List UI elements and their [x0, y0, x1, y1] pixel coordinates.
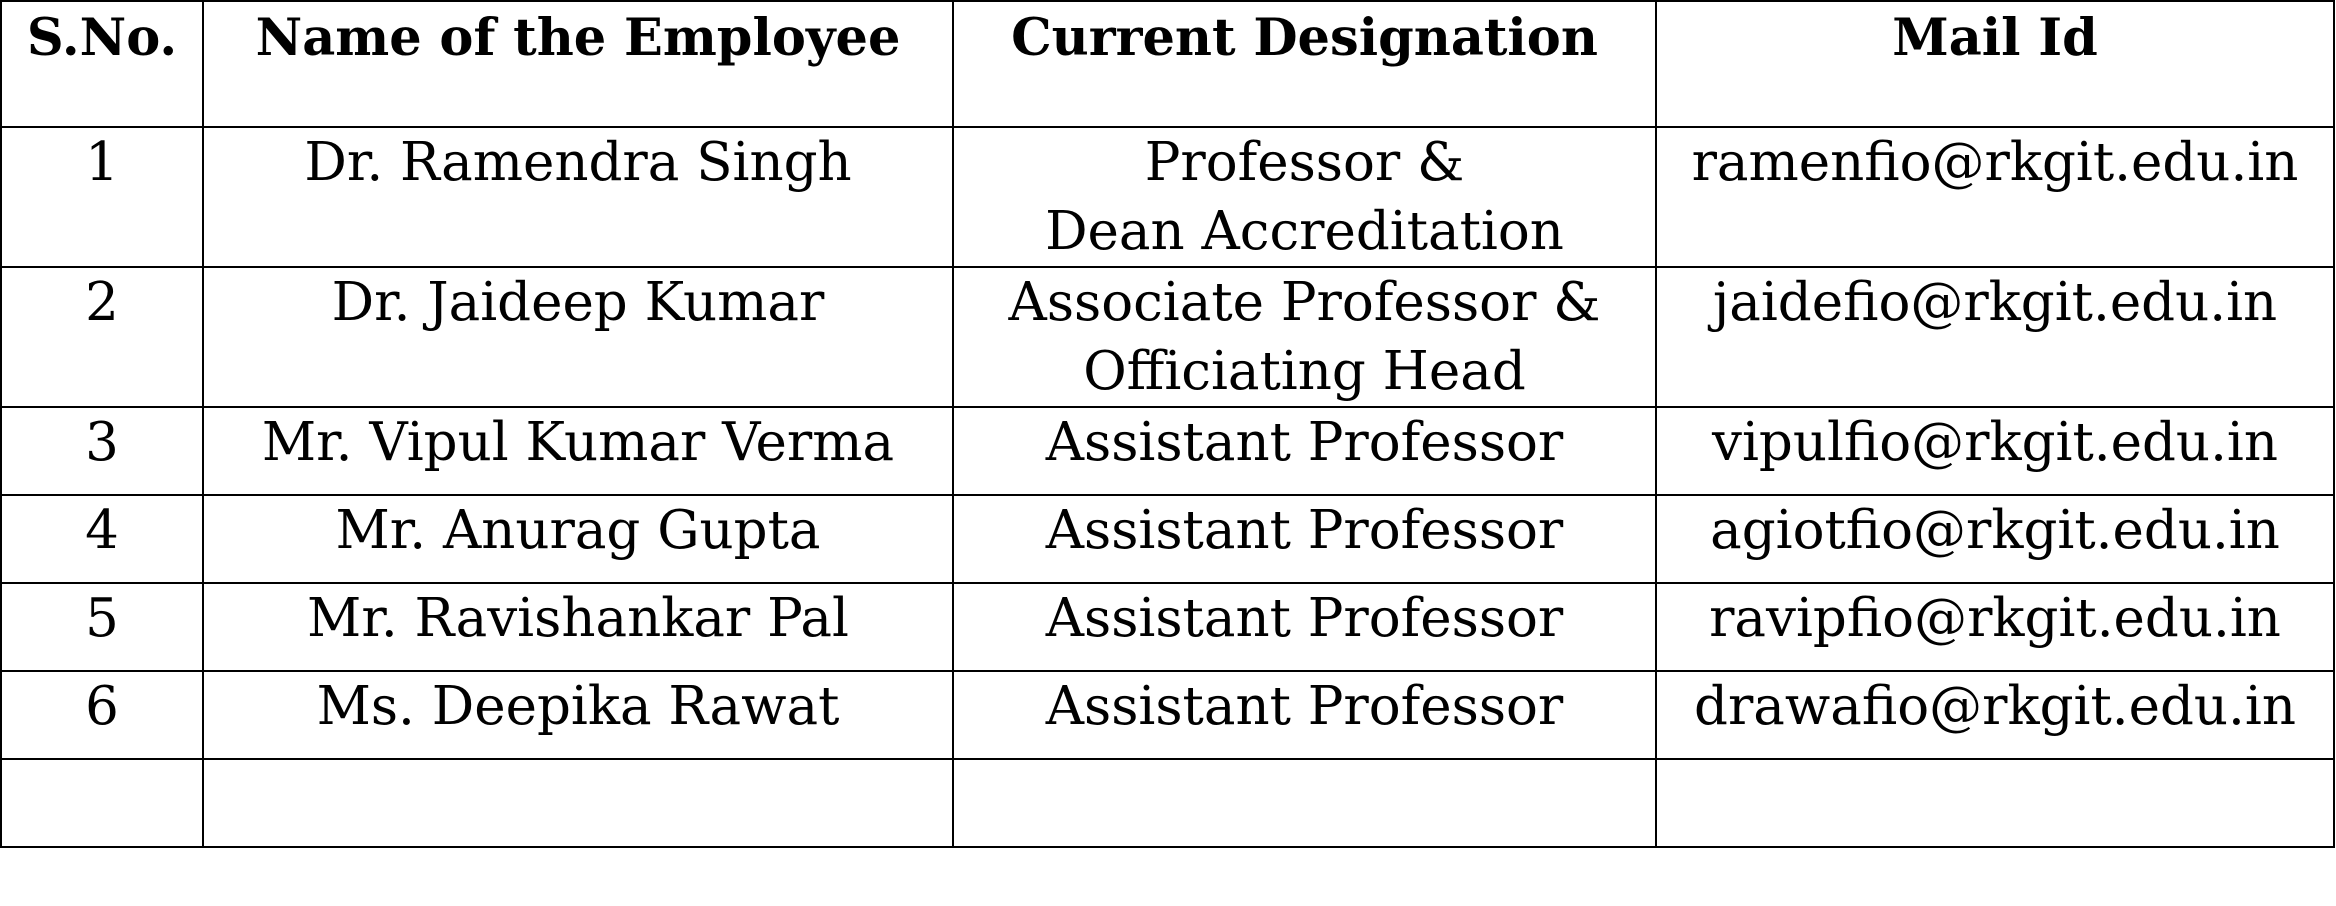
header-current-designation: Current Designation [953, 1, 1656, 127]
cell-mail-id: ravipfio@rkgit.edu.in [1656, 583, 2334, 671]
designation-line-1: Professor & [1144, 132, 1465, 193]
cell-mail-id: ramenfio@rkgit.edu.in [1656, 127, 2334, 267]
designation-line-2: Dean Accreditation [1045, 201, 1564, 262]
cell-employee-name: Dr. Jaideep Kumar [203, 267, 953, 407]
empty-cell [1, 759, 203, 847]
header-employee-name: Name of the Employee [203, 1, 953, 127]
cell-sno: 5 [1, 583, 203, 671]
cell-employee-name: Mr. Ravishankar Pal [203, 583, 953, 671]
cell-mail-id: drawafio@rkgit.edu.in [1656, 671, 2334, 759]
cell-mail-id: jaidefio@rkgit.edu.in [1656, 267, 2334, 407]
cell-employee-name: Dr. Ramendra Singh [203, 127, 953, 267]
table-row [1, 671, 2334, 759]
cell-designation [953, 267, 1656, 407]
cell-employee-name: Mr. Anurag Gupta [203, 495, 953, 583]
empty-cell [203, 759, 953, 847]
table-row [1, 495, 2334, 583]
designation-line-1: Associate Professor & [1008, 272, 1601, 333]
designation-line-2: Officiating Head [1083, 341, 1526, 402]
table-row [1, 267, 2334, 407]
cell-designation: Assistant Professor [953, 495, 1656, 583]
empty-cell [1656, 759, 2334, 847]
cell-mail-id: vipulfio@rkgit.edu.in [1656, 407, 2334, 495]
empty-table-row [1, 759, 2334, 847]
header-mail-id: Mail Id [1656, 1, 2334, 127]
cell-sno: 6 [1, 671, 203, 759]
cell-sno: 2 [1, 267, 203, 407]
cell-sno: 1 [1, 127, 203, 267]
empty-cell [953, 759, 1656, 847]
cell-sno: 3 [1, 407, 203, 495]
table-row [1, 407, 2334, 495]
table-row [1, 583, 2334, 671]
table-row [1, 127, 2334, 267]
cell-designation: Assistant Professor [953, 407, 1656, 495]
cell-designation [953, 127, 1656, 267]
cell-sno: 4 [1, 495, 203, 583]
header-sno: S.No. [1, 1, 203, 127]
table-header-row [1, 1, 2334, 127]
cell-employee-name: Ms. Deepika Rawat [203, 671, 953, 759]
cell-designation: Assistant Professor [953, 583, 1656, 671]
cell-employee-name: Mr. Vipul Kumar Verma [203, 407, 953, 495]
cell-mail-id: agiotfio@rkgit.edu.in [1656, 495, 2334, 583]
cell-designation: Assistant Professor [953, 671, 1656, 759]
